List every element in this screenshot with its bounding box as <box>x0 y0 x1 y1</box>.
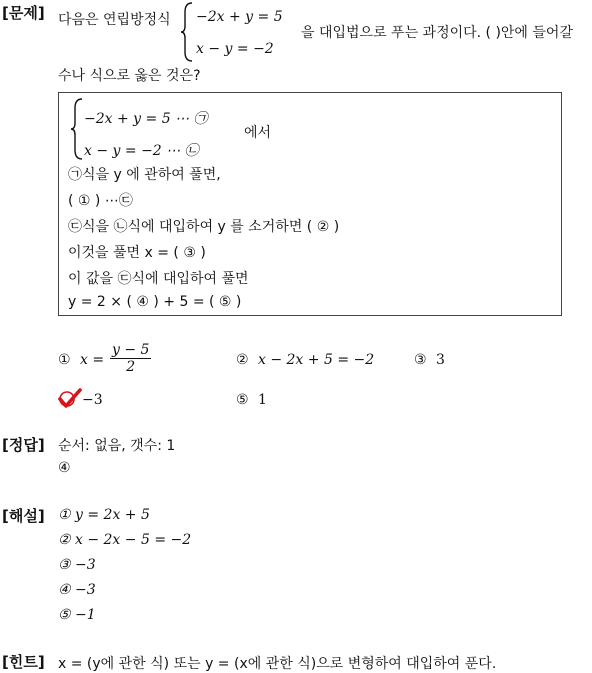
box-line-6: y = 2 × ( ④ ) + 5 = ( ⑤ ) <box>68 294 242 310</box>
problem-line2: 수나 식으로 옳은 것은? <box>58 68 201 84</box>
box-line-2: ( ① ) ⋯㉢ <box>68 193 133 209</box>
checkmark-icon <box>58 388 82 410</box>
system-brace <box>180 2 194 62</box>
explanation-item-3: ③ −3 <box>58 557 96 573</box>
choice-1-number: ① <box>58 352 71 368</box>
fraction-denominator: 2 <box>126 359 136 375</box>
box-brace <box>70 98 84 160</box>
explanation-item-1: ① y = 2x + 5 <box>58 507 150 523</box>
system-eq1: −2x + y = 5 <box>196 9 283 25</box>
box-line-1: ㉠식을 y 에 관하여 풀면, <box>68 167 221 183</box>
explanation-item-4: ④ −3 <box>58 582 96 598</box>
answer-line2: ④ <box>58 460 71 476</box>
choice-2: x − 2x + 5 = −2 <box>258 352 375 368</box>
explanation-item-2: ② x − 2x − 5 = −2 <box>58 532 192 548</box>
answer-tag: [정답] <box>2 436 45 454</box>
hint-text: x = (y에 관한 식) 또는 y = (x에 관한 식)으로 변형하여 대입하여 푼다. <box>58 656 497 672</box>
choice-2-number: ② <box>236 352 249 368</box>
explanation-item-5: ⑤ −1 <box>58 607 96 623</box>
problem-tag: [문제] <box>2 4 45 22</box>
hint-tag: [힌트] <box>2 653 45 671</box>
explanation-tag: [해설] <box>2 507 45 525</box>
box-line-4: 이것을 풀면 x = ( ③ ) <box>68 245 206 261</box>
problem-tail: 을 대입법으로 푸는 과정이다. ( )안에 들어갈 <box>301 25 573 41</box>
choice-3-number: ③ <box>414 352 427 368</box>
system-eq2: x − y = −2 <box>196 41 274 57</box>
choice-3: 3 <box>436 352 445 368</box>
box-eq1: −2x + y = 5 ⋯ ㉠ <box>84 111 208 127</box>
choice-5-number: ⑤ <box>236 392 249 408</box>
choice-1-lhs: x = <box>80 352 105 368</box>
box-eq2: x − y = −2 ⋯ ㉡ <box>84 143 199 159</box>
choice-4: −3 <box>82 392 103 408</box>
box-eseo: 에서 <box>244 125 272 141</box>
problem-intro: 다음은 연립방정식 <box>58 12 171 28</box>
box-line-3: ㉢식을 ㉡식에 대입하여 y 를 소거하면 ( ② ) <box>68 219 340 235</box>
box-line-5: 이 값을 ㉢식에 대입하여 풀면 <box>68 271 249 287</box>
choice-5: 1 <box>258 392 267 408</box>
fraction-numerator: y − 5 <box>112 342 150 358</box>
choice-1-fraction <box>110 342 151 375</box>
answer-line1: 순서: 없음, 갯수: 1 <box>58 438 176 454</box>
